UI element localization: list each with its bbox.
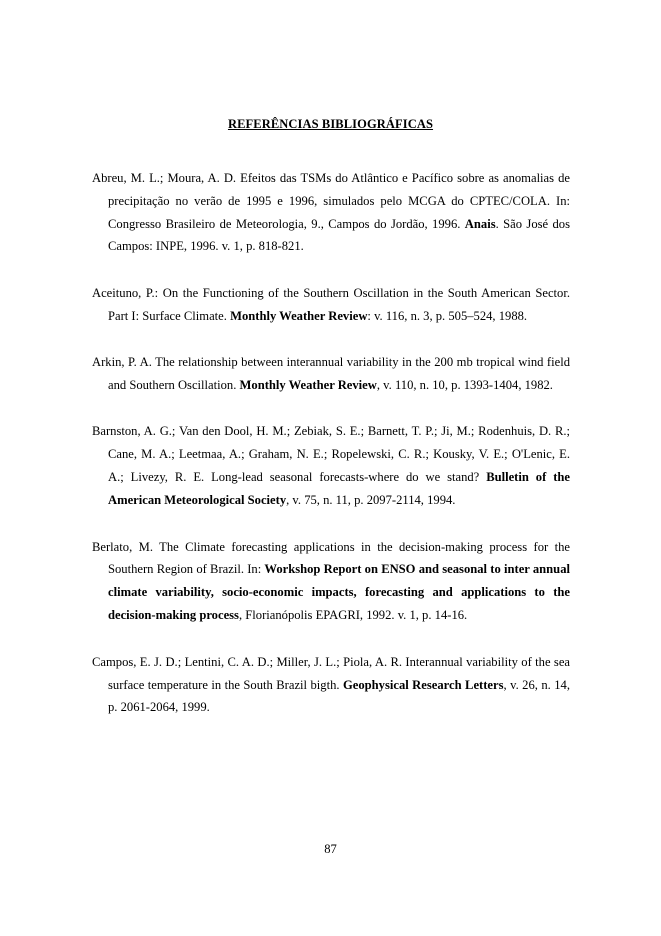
reference-entry bbox=[92, 651, 570, 719]
reference-entry bbox=[92, 420, 570, 511]
reference-source: Anais bbox=[464, 216, 496, 231]
page-number: 87 bbox=[324, 842, 337, 856]
reference-source: Workshop Report on ENSO and seasonal to inter annual climate variability, socio-economic impacts, forecasting and applications to the decision-making process bbox=[108, 562, 570, 622]
reference-text: Abreu, M. L.; Moura, A. D. Efeitos das TSMs do Atlântico e Pacífico sobre as anomalias de precipitação no verão de 1995 e 1996, simulados pelo MCGA do CPTEC/COLA. In: Congresso Brasileiro de Meteorologia, 9., Campos do Jordão, 1996. bbox=[92, 171, 570, 231]
reference-entry bbox=[92, 536, 570, 627]
reference-source: Geophysical Research Letters bbox=[342, 677, 504, 692]
reference-text: Berlato, M. The Climate forecasting applications in the decision-making process for the Southern Region of Brazil. In: bbox=[92, 539, 570, 577]
reference-entry bbox=[92, 282, 570, 328]
reference-text: Aceituno, P.: On the Functioning of the Southern Oscillation in the South American Sector. Part I: Surface Climate. bbox=[92, 286, 570, 323]
reference-list bbox=[92, 167, 570, 719]
reference-source: Monthly Weather Review bbox=[230, 308, 368, 323]
reference-details: . São José dos Campos: INPE, 1996. v. 1, p. 818-821. bbox=[108, 216, 570, 254]
reference-text: Arkin, P. A. The relationship between interannual variability in the 200 mb tropical wind field and Southern Oscillation. bbox=[92, 354, 570, 392]
reference-text: Barnston, A. G.; Van den Dool, H. M.; Zebiak, S. E.; Barnett, T. P.; Ji, M.; Rodenhuis, D. R.; Cane, M. A.; Leetmaa, A.; Graham, N. E.; Ropelewski, C. R.; Kousky, V. E.; O'Lenic, E. A.; Livezy, R. E. Long-lead seasonal forecasts-where do we stand? bbox=[92, 424, 570, 484]
reference-details: , v. 26, n. 14, p. 2061-2064, 1999. bbox=[108, 677, 570, 715]
reference-entry bbox=[92, 167, 570, 258]
reference-source: Monthly Weather Review bbox=[239, 377, 377, 392]
reference-details: , Florianópolis EPAGRI, 1992. v. 1, p. 14-16. bbox=[238, 607, 468, 622]
reference-details: , v. 110, n. 10, p. 1393-1404, 1982. bbox=[376, 377, 553, 392]
reference-details: , v. 75, n. 11, p. 2097-2114, 1994. bbox=[286, 492, 456, 507]
page-title: REFERÊNCIAS BIBLIOGRÁFICAS bbox=[227, 117, 434, 131]
reference-details: : v. 116, n. 3, p. 505–524, 1988. bbox=[367, 308, 528, 323]
reference-source: Bulletin of the American Meteorological Society bbox=[108, 469, 570, 507]
reference-entry bbox=[92, 351, 570, 397]
reference-text: Campos, E. J. D.; Lentini, C. A. D.; Miller, J. L.; Piola, A. R. Interannual variability of the sea surface temperature in the South Brazil bigth. bbox=[92, 654, 570, 692]
